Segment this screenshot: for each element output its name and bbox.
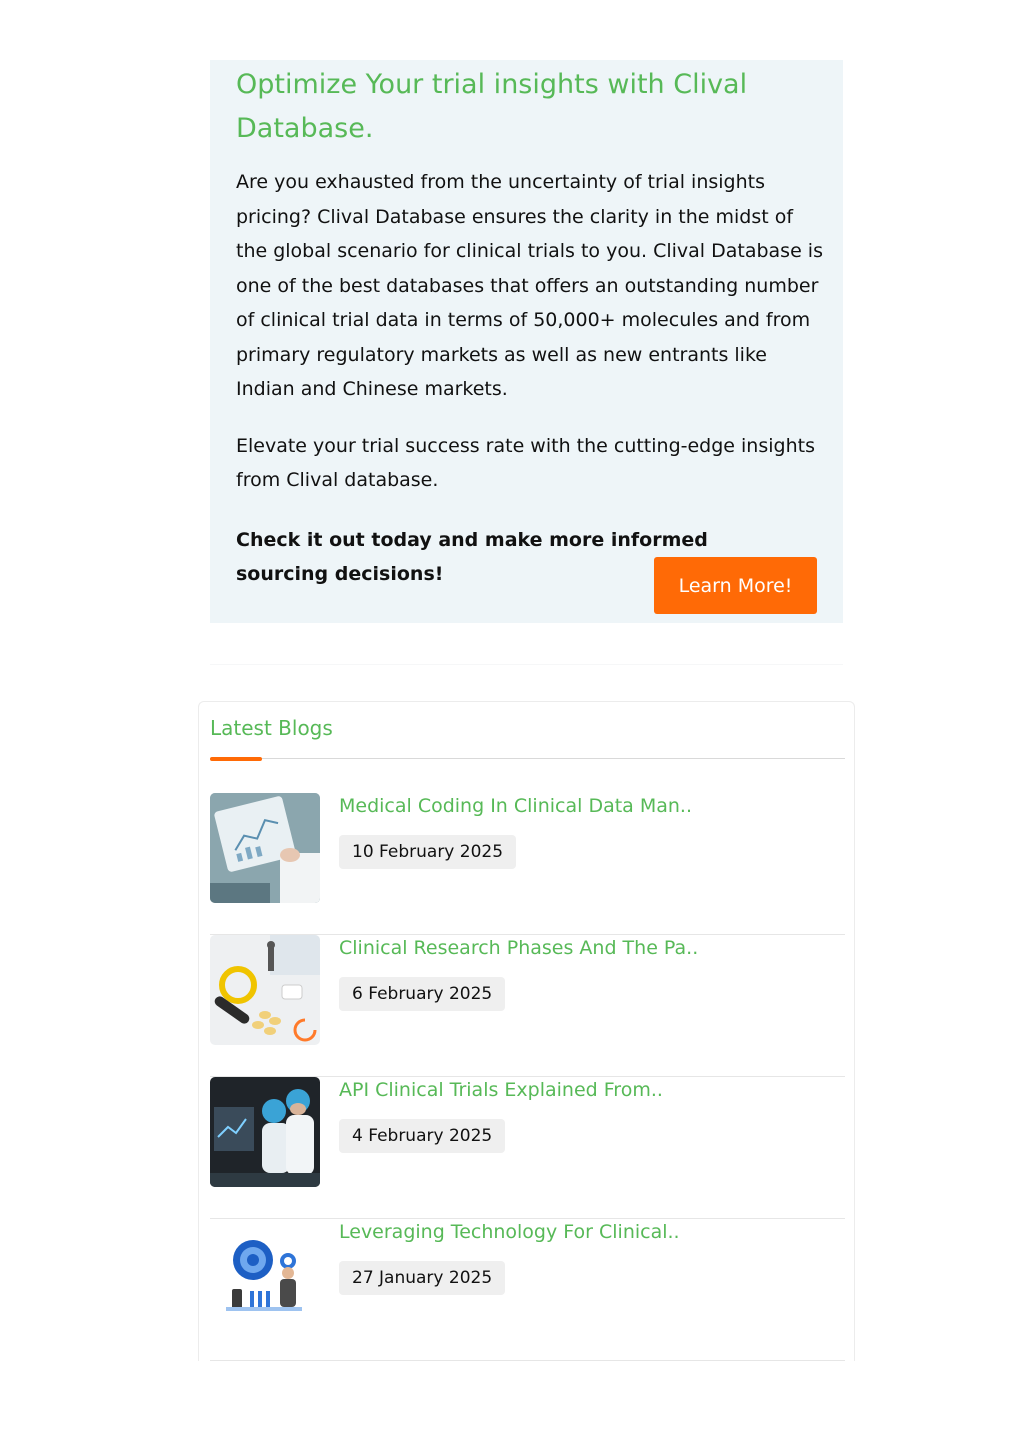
promo-panel xyxy=(210,60,843,623)
heading-divider xyxy=(210,758,845,759)
blog-thumbnail[interactable] xyxy=(210,935,320,1045)
blog-date-badge: 27 January 2025 xyxy=(339,1261,505,1295)
learn-more-button[interactable]: Learn More! xyxy=(654,557,817,614)
promo-title: Optimize Your trial insights with Clival Database. xyxy=(236,69,748,144)
blog-list-item[interactable] xyxy=(210,1219,845,1361)
blog-title-link[interactable]: Leveraging Technology For Clinical.. xyxy=(339,1221,680,1243)
blog-date-badge: 10 February 2025 xyxy=(339,835,516,869)
promo-paragraph-secondary: Elevate your trial success rate with the cutting-edge insights from Clival database. xyxy=(236,435,815,491)
blog-list-item[interactable] xyxy=(210,935,845,1077)
blog-thumbnail[interactable] xyxy=(210,793,320,903)
blog-title-link[interactable]: API Clinical Trials Explained From.. xyxy=(339,1079,663,1101)
blog-thumbnail[interactable] xyxy=(210,1077,320,1187)
blog-date-badge: 4 February 2025 xyxy=(339,1119,505,1153)
promo-call-to-action: Check it out today and make more informed sourcing decisions! xyxy=(236,529,708,585)
latest-blogs-widget xyxy=(198,701,855,1361)
blog-list-item[interactable] xyxy=(210,1077,845,1219)
blog-title-link[interactable]: Clinical Research Phases And The Pa.. xyxy=(339,937,699,959)
blog-date-badge: 6 February 2025 xyxy=(339,977,505,1011)
blog-thumbnail[interactable] xyxy=(210,1219,320,1329)
latest-blogs-heading: Latest Blogs xyxy=(210,716,333,740)
heading-accent-bar xyxy=(210,757,262,761)
promo-paragraph: Are you exhausted from the uncertainty of trial insights pricing? Clival Database ensures the clarity in the midst of the global scenario for clinical trials to you. Clival Database is one of the best databases that offers an outstanding number of clinical trial data in terms of 50,000+ molecules and from primary regulatory markets as well as new entrants like Indian and Chinese markets. xyxy=(236,171,823,400)
divider xyxy=(210,664,843,665)
blog-title-link[interactable]: Medical Coding In Clinical Data Man.. xyxy=(339,795,693,817)
blog-list-item[interactable] xyxy=(210,793,845,935)
